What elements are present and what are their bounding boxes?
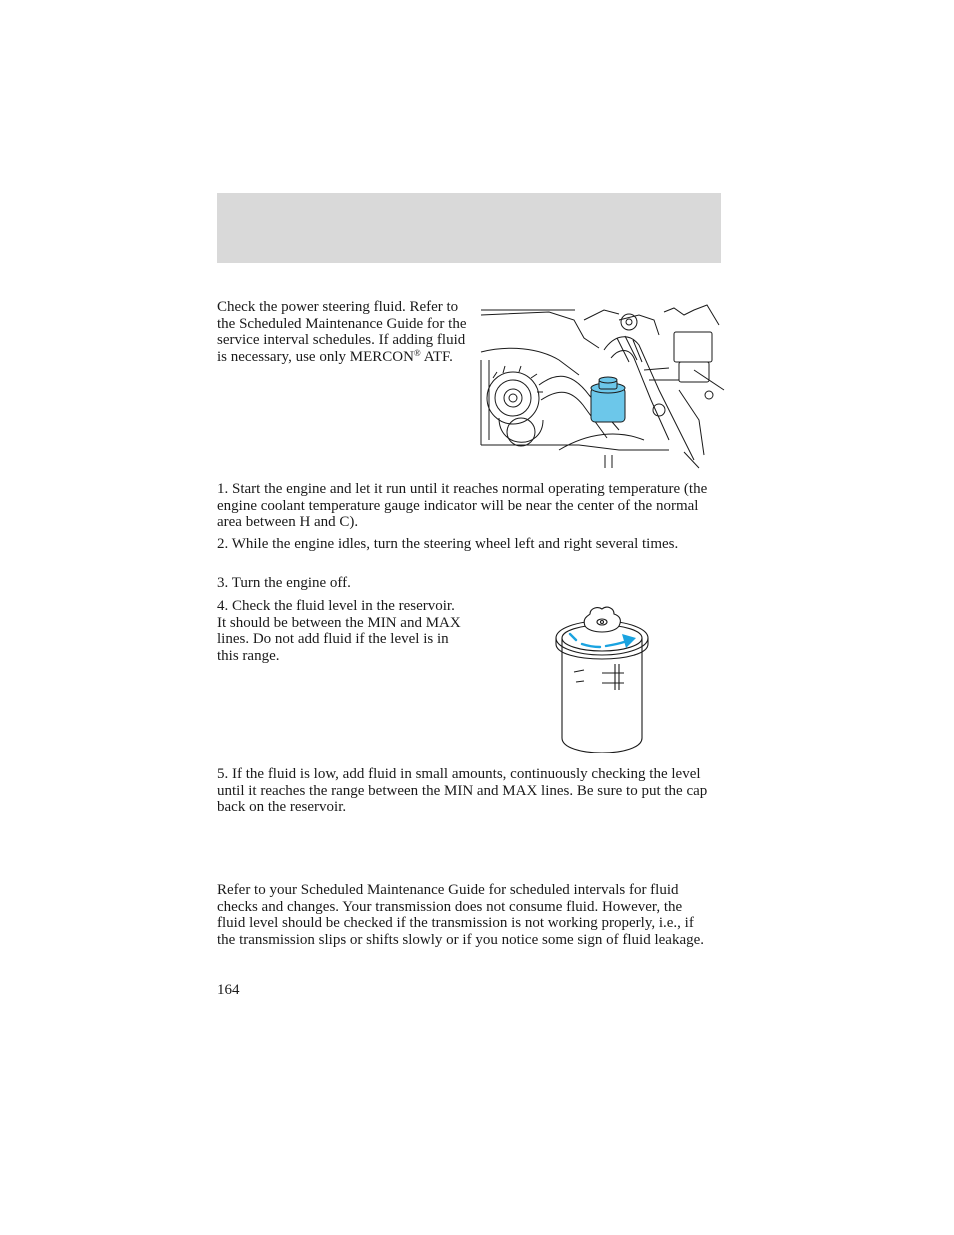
section-header-band bbox=[217, 193, 721, 263]
intro-text-end: ATF. bbox=[420, 348, 453, 365]
registered-mark: ® bbox=[413, 347, 421, 358]
reservoir-cap-illustration bbox=[552, 600, 652, 753]
step-5: 5. If the fluid is low, add fluid in small amounts, continuously checking the level until it reaches the range between the MIN and MAX lines. Be sure to put the cap back on the reservoir. bbox=[217, 766, 708, 815]
transmission-paragraph: Refer to your Scheduled Maintenance Guide for scheduled intervals for fluid checks and changes. Your transmission does not consume fluid. However, the fluid level should be checked if the transmission is not working properly, i.e., if the transmission slips or shifts slowly or if you notice some sign of fluid leakage. bbox=[217, 882, 705, 948]
page-number: 164 bbox=[217, 982, 240, 998]
step-4: 4. Check the fluid level in the reservoir. It should be between the MIN and MAX lines. Do not add fluid if the level is in this range. bbox=[217, 598, 461, 664]
intro-text: Check the power steering fluid. Refer to the Scheduled Maintenance Guide for the service interval schedules. If adding fluid is necessary, use only MERCON bbox=[217, 299, 467, 365]
reservoir-highlight bbox=[591, 377, 625, 422]
step-2: 2. While the engine idles, turn the steering wheel left and right several times. bbox=[217, 536, 679, 552]
intro-paragraph bbox=[217, 299, 472, 365]
step-3: 3. Turn the engine off. bbox=[217, 575, 351, 591]
engine-compartment-illustration bbox=[479, 300, 725, 470]
step-1: 1. Start the engine and let it run until it reaches normal operating temperature (the engine coolant temperature gauge indicator will be near the center of the normal area between H and C). bbox=[217, 481, 708, 530]
